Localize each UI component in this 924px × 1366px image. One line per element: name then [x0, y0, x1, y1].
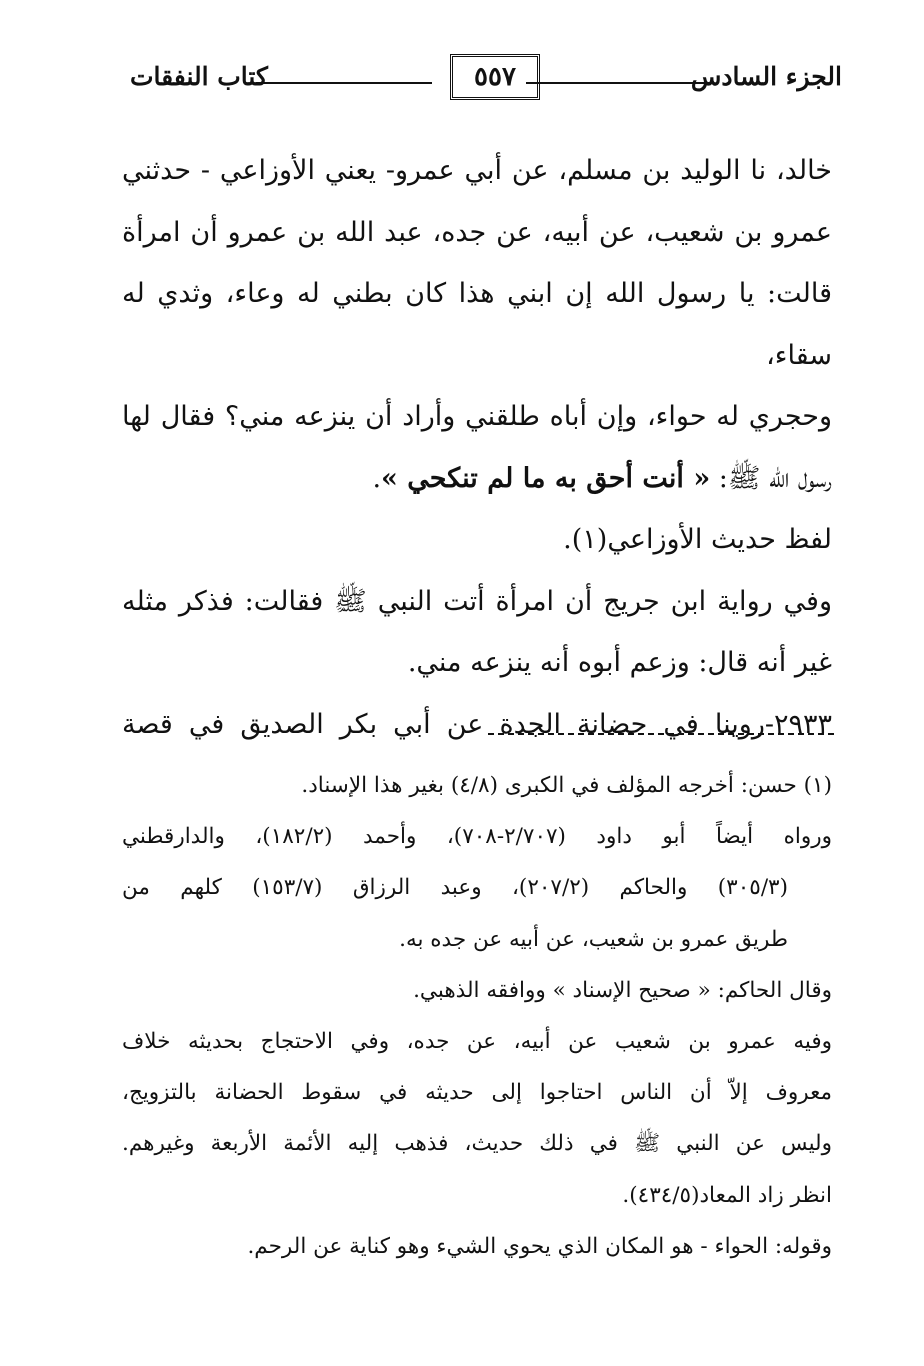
main-text — [122, 140, 832, 755]
header-rule-left — [256, 82, 432, 84]
footnote-line: طريق عمرو بن شعيب، عن أبيه عن جده به. — [399, 926, 788, 952]
footnotes — [122, 760, 832, 1272]
footnote-line: معروف إلاّ أن الناس احتاجوا إلى حديثه في سقوط الحضانة بالتزويج، — [122, 1080, 832, 1106]
hadith-quote: « أنت أحق به ما لم تنكحي » — [381, 462, 711, 494]
text-line: ٢٩٣٣-روينا في حضانة الجدة عن أبي بكر الصديق في قصة — [122, 708, 832, 740]
footnote-line: وليس عن النبي ﷺ في ذلك حديث، فذهب إليه الأئمة الأربعة وغيرهم. — [122, 1131, 832, 1157]
text-line: وحجري له حواء، وإن أباه طلقني وأراد أن ينزعه مني؟ فقال لها — [122, 401, 832, 432]
footnote-separator — [488, 733, 834, 735]
footnote-line: وقوله: الحواء - هو المكان الذي يحوي الشيء وهو كناية عن الرحم. — [247, 1233, 832, 1259]
text-line: لفظ حديث الأوزاعي(١). — [563, 524, 832, 555]
text-line — [122, 448, 832, 510]
footnote-line: ورواه أيضاً أبو داود (٢/٧٠٧-٧٠٨)، وأحمد (١٨٢/٢)، والدارقطني — [122, 824, 832, 850]
text-line: عمرو بن شعيب، عن أبيه، عن جده، عبد الله بن عمرو أن امرأة — [122, 216, 832, 248]
text-line: خالد، نا الوليد بن مسلم، عن أبي عمرو- يعني الأوزاعي - حدثني — [122, 155, 832, 186]
text-line: قالت: يا رسول الله إن ابني هذا كان بطني له وعاء، وثدي له سقاء، — [122, 278, 832, 371]
page-header — [130, 52, 842, 108]
footnote-line: (٣٠٥/٣) والحاكم (٢٠٧/٢)، وعبد الرزاق (١٥٣/٧) كلهم من — [122, 875, 788, 901]
volume-title: الجزء السادس — [690, 62, 842, 91]
footnote-line: (١) حسن: أخرجه المؤلف في الكبرى (٤/٨) بغير هذا الإسناد. — [301, 773, 832, 798]
footnote-line: وقال الحاكم: « صحيح الإسناد » ووافقه الذهبي. — [413, 977, 832, 1003]
text-line: وفي رواية ابن جريج أن امرأة أتت النبي ﷺ فقالت: فذكر مثله — [122, 585, 832, 617]
footnote-line: وفيه عمرو بن شعيب عن أبيه، عن جده، وفي الاحتجاج بحديثه خلاف — [122, 1029, 832, 1055]
page-number: ٥٥٧ — [450, 54, 540, 100]
book-title: كتاب النفقات — [130, 62, 268, 91]
text-fragment: رسول الله ﷺ: — [710, 462, 832, 494]
text-fragment: . — [372, 462, 382, 494]
header-rule-right — [526, 82, 712, 84]
text-line: غير أنه قال: وزعم أبوه أنه ينزعه مني. — [407, 647, 832, 678]
footnote-line: انظر زاد المعاد(٤٣٤/٥). — [622, 1182, 832, 1208]
